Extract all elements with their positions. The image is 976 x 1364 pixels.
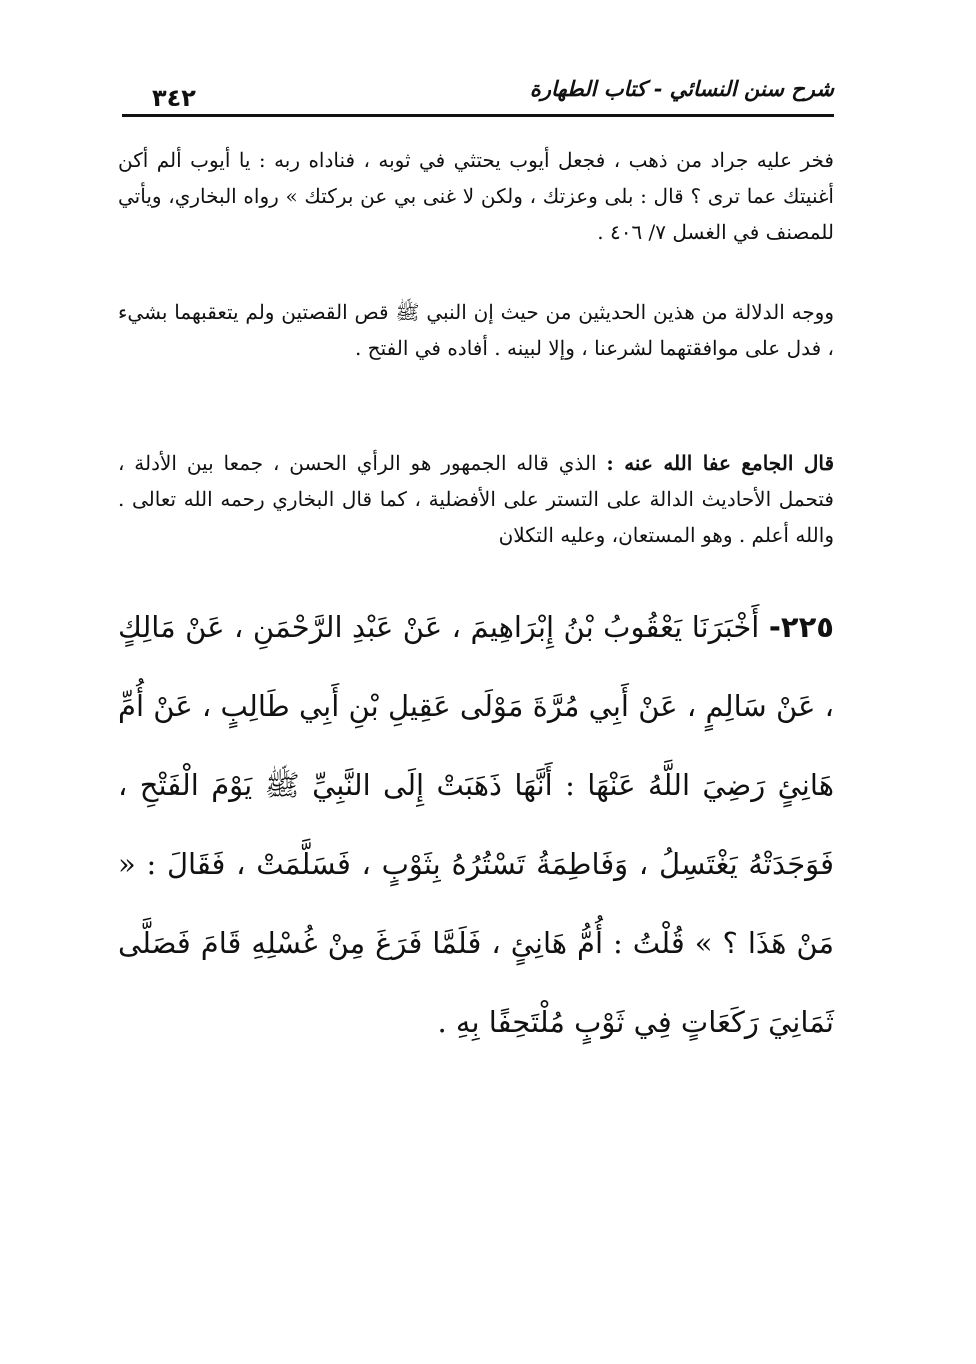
paragraph-3 bbox=[118, 445, 834, 553]
header-rule bbox=[122, 114, 834, 117]
paragraph-2 bbox=[118, 294, 834, 366]
compiler-remark-lead: قال الجامع عفا الله عنه : bbox=[606, 451, 835, 475]
paragraph-1-text: فخر عليه جراد من ذهب ، فجعل أيوب يحتثي في ثوبه ، فناداه ربه : يا أيوب ألم أكن أغنيتك عما ترى ؟ قال : بلى وعزتك ، ولكن لا غنى بي عن بركتك » رواه البخاري، ويأتي للمصنف في الغسل ٧/ ٤٠٦ . bbox=[118, 148, 834, 244]
page-number: ٣٤٢ bbox=[152, 84, 196, 112]
paragraph-3-text: الذي قاله الجمهور هو الرأي الحسن ، جمعا بين الأدلة ، فتحمل الأحاديث الدالة على التستر على الأفضلية ، كما قال البخاري رحمه الله تعالى . والله أعلم . وهو المستعان، وعليه التكلان bbox=[118, 451, 834, 547]
hadith-text: أَخْبَرَنَا يَعْقُوبُ بْنُ إِبْرَاهِيمَ ، عَنْ عَبْدِ الرَّحْمَنِ ، عَنْ مَالِكٍ ، عَنْ سَالِمٍ ، عَنْ أَبِي مُرَّةَ مَوْلَى عَقِيلِ بْنِ أَبِي طَالِبٍ ، عَنْ أُمِّ هَانِئٍ رَضِيَ اللَّهُ عَنْهَا : أَنَّهَا ذَهَبَتْ إِلَى النَّبِيِّ ﷺ يَوْمَ الْفَتْحِ ، فَوَجَدَتْهُ يَغْتَسِلُ ، وَفَاطِمَةُ تَسْتُرُهُ بِثَوْبٍ ، فَسَلَّمَتْ ، فَقَالَ : « مَنْ هَذَا ؟ » قُلْتُ : أُمُّ هَانِئٍ ، فَلَمَّا فَرَغَ مِنْ غُسْلِهِ قَامَ فَصَلَّى ثَمَانِيَ رَكَعَاتٍ فِي ثَوْبٍ مُلْتَحِفًا بِهِ . bbox=[118, 610, 834, 1039]
paragraph-1 bbox=[118, 142, 834, 250]
hadith-number: ٢٢٥- bbox=[768, 610, 834, 644]
paragraph-2-text: ووجه الدلالة من هذين الحديثين من حيث إن النبي ﷺ قص القصتين ولم يتعقبهما بشيء ، فدل على موافقتهما لشرعنا ، وإلا لبينه . أفاده في الفتح . bbox=[118, 300, 834, 360]
header-title: شرح سنن النسائي - كتاب الطهارة bbox=[529, 76, 834, 101]
hadith-text-container bbox=[118, 588, 834, 1062]
hadith-block bbox=[118, 588, 834, 1062]
paragraph-3-container bbox=[118, 445, 834, 553]
running-header bbox=[122, 70, 834, 118]
